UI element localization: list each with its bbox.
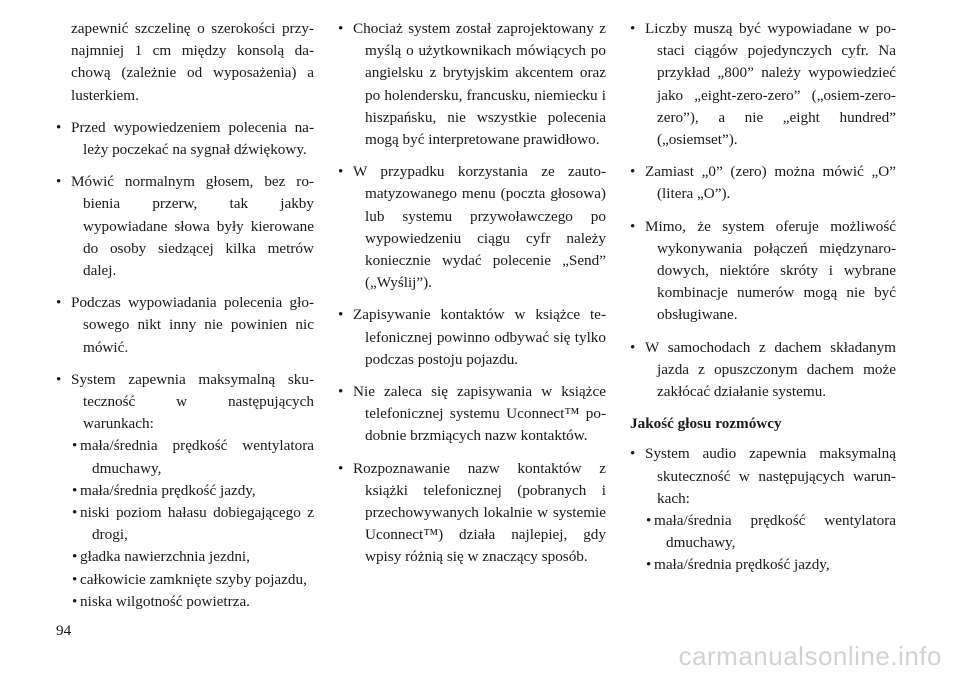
bullet-item [630, 18, 896, 151]
bullet-item [630, 337, 896, 404]
sub-bullet-text: • mała/średnia prędkość wentylatora dmuchawy, [80, 437, 314, 477]
sub-bullet-text: • mała/średnia prędkość wentylatora dmuchawy, [654, 512, 896, 552]
bullet-item [56, 369, 314, 436]
section-heading: Jakość głosu rozmówcy [630, 415, 782, 433]
bullet-item [630, 161, 896, 205]
column-left [56, 18, 314, 613]
sub-bullet-item [56, 546, 314, 568]
bullet-text: • Liczby muszą być wypowiadane w postaci ciągów pojedynczych cyfr. Na przykład „800” należy wypowiedzieć jako „eight-zero-zero” („osiem-zero-zero”), a nie „eight hundred” („osiemset”). [645, 20, 896, 149]
bullet-text: • W przypadku korzystania ze zautomatyzowanego menu (poczta głosowa) lub systemu przywoławczego po wypowiedzeniu ciągu cyfr należy koniecznie wydać polecenie „Send” („Wyślij”). [353, 163, 606, 292]
sub-bullet-text: • gładka nawierzchnia jezdni, [80, 548, 250, 566]
sub-bullet-item [56, 480, 314, 502]
bullet-item [338, 161, 606, 294]
bullet-item [630, 216, 896, 327]
sub-bullet-list [630, 510, 896, 577]
bullet-item [630, 443, 896, 510]
sub-bullet-item [56, 502, 314, 546]
bullet-text: • Przed wypowiedzeniem polecenia należy poczekać na sygnał dźwiękowy. [71, 118, 314, 159]
bullet-text: • Zapisywanie kontaktów w książce telefonicznej powinno odbywać się tylko podczas postoju pojazdu. [353, 306, 606, 368]
bullet-item [338, 304, 606, 371]
bullet-item [338, 458, 606, 569]
sub-bullet-text: • niska wilgotność powietrza. [80, 592, 250, 610]
bullet-item [56, 171, 314, 282]
sub-bullet-item [56, 435, 314, 479]
sub-bullet-item [630, 554, 896, 576]
sub-bullet-text: • całkowicie zamknięte szyby pojazdu, [80, 570, 307, 588]
sub-bullet-text: • mała/średnia prędkość jazdy, [654, 556, 830, 574]
bullet-text: • Mimo, że system oferuje możliwość wykonywania połączeń międzynarodowych, niektóre skróty i wybrane kombinacje numerów mogą nie być obsługiwane. [645, 217, 896, 324]
continued-paragraph: zapewnić szczelinę o szerokości przynajmniej 1 cm między konsolą dachową (zależnie od wyposażenia) a lusterkiem. [71, 20, 314, 104]
sub-bullet-item [630, 510, 896, 554]
page-number: 94 [56, 622, 72, 639]
bullet-item [56, 292, 314, 359]
sub-bullet-item [56, 569, 314, 591]
bullet-text: • Zamiast „0” (zero) można mówić „O” (litera „O”). [645, 163, 896, 203]
bullet-item [338, 381, 606, 448]
bullet-text: • Podczas wypowiadania polecenia głosowego nikt inny nie powinien nic mówić. [71, 294, 314, 356]
sub-bullet-text: • niski poziom hałasu dobiegającego z drogi, [80, 504, 314, 544]
bullet-text: • System zapewnia maksymalną skuteczność w następujących warunkach: [71, 370, 314, 433]
bullet-text: • Rozpoznawanie nazw kontaktów z książki telefonicznej (pobranych i przechowywanych lokalnie w systemie Uconnect™) działa najlepiej, gdy wpisy różnią się w znaczący sposób. [353, 459, 606, 566]
column-middle [338, 18, 606, 579]
bullet-text: • Chociaż system został zaprojektowany z myślą o użytkownikach mówiących po angielsku z brytyjskim akcentem oraz po holendersku, francusku, niemiecku i hiszpańsku, nie wszystkie polecenia mogą być interpretowane prawidłowo. [353, 20, 606, 149]
bullet-item [338, 18, 606, 151]
watermark-text: carmanualsonline.info [678, 641, 942, 671]
bullet-text: • System audio zapewnia maksymalną skuteczność w następujących warunkach: [645, 445, 896, 507]
bullet-text: • Nie zaleca się zapisywania w książce telefonicznej systemu Uconnect™ podobnie brzmiących nazw kontaktów. [353, 383, 606, 445]
sub-bullet-text: • mała/średnia prędkość jazdy, [80, 481, 256, 499]
sub-bullet-list [56, 435, 314, 613]
bullet-item [56, 117, 314, 161]
bullet-text: • Mówić normalnym głosem, bez robienia przerw, tak jakby wypowiadane słowa były kierowane do osoby siedzącej kilka metrów dalej. [71, 173, 314, 280]
sub-bullet-item [56, 591, 314, 613]
bullet-text: • W samochodach z dachem składanym jazda z opuszczonym dachem może zakłócać działanie systemu. [645, 338, 896, 401]
column-right [630, 18, 896, 577]
